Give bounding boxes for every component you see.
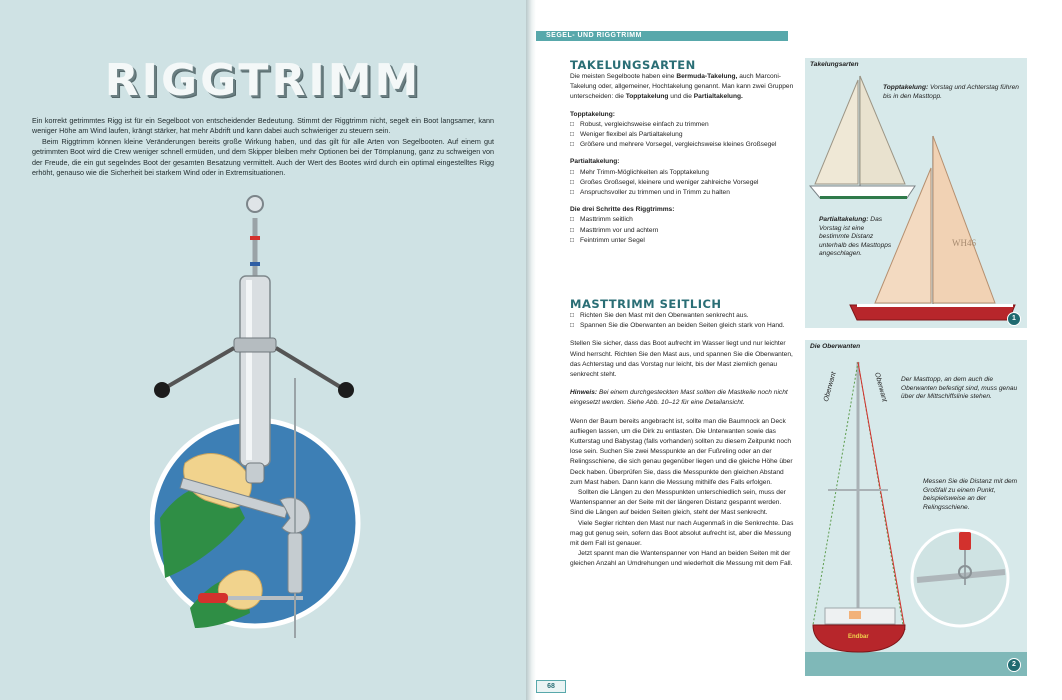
text-run: und die — [668, 93, 694, 101]
masttrimm-list — [570, 311, 796, 331]
caption-partial — [819, 216, 894, 259]
list-item: □ Masttrimm seitlich — [570, 215, 796, 225]
body-paragraph: Viele Segler richten den Mast nur nach Augenmaß in die Senkrechte. Das mag gut genug sein, sofern das Boot absolut aufrecht ist, aber die Messung mit dem Fall ist genauer. — [570, 519, 794, 548]
list-item: □ Größere und mehrere Vorsegel, vergleichsweise kleines Großsegel — [570, 140, 796, 150]
section-title-masttrimm: MASTTRIMM SEITLICH — [570, 297, 722, 311]
collar — [234, 338, 276, 352]
hint-label: Hinweis: — [570, 389, 598, 397]
list-item: □ Großes Großsegel, kleinere und weniger zahlreiche Vorsegel — [570, 178, 796, 188]
topp-heading: Topptakelung: — [570, 110, 615, 118]
figure-number-badge: 2 — [1007, 658, 1021, 672]
handle-knob — [338, 382, 354, 398]
shroud-left — [813, 362, 858, 625]
figure-label: Die Oberwanten — [810, 343, 861, 350]
topp-list — [570, 120, 796, 151]
steps-heading: Die drei Schritte des Riggtrimms: — [570, 206, 675, 214]
text-run: Partialtakelung. — [693, 93, 743, 101]
caption-text: Vorstag und Achterstag führen bis in den Masttopp. — [883, 84, 1019, 100]
figure-label: Takelungsarten — [810, 61, 859, 68]
shroud-label-left: Oberwant — [822, 371, 838, 403]
turnbuckle-illustration — [150, 188, 400, 638]
page-number: 68 — [536, 680, 566, 693]
sail-mark: WH46 — [952, 238, 976, 248]
section-title-takelung: TAKELUNGSARTEN — [570, 58, 696, 72]
list-item: □ Mehr Trimm-Möglichkeiten als Topptakelung — [570, 168, 796, 178]
handle-bar — [276, 348, 342, 388]
list-item: □ Richten Sie den Mast mit den Oberwanten senkrecht aus. — [570, 311, 796, 321]
shackle — [959, 532, 971, 550]
figure-number-badge: 1 — [1007, 312, 1021, 326]
eye-fitting — [247, 196, 263, 212]
intro-text — [32, 116, 494, 178]
caption-messen: Messen Sie die Distanz mit dem Großfall zu einem Punkt, beispielsweise an der Relingsschiene. — [923, 478, 1018, 511]
body-paragraph: Stellen Sie sicher, dass das Boot aufrecht im Wasser liegt und nur leichter Wind herrscht. Richten Sie den Mast aus, und spannen Sie die Oberwanten, das Achterstag und das Vorstag nur leicht, bis der Mast ziemlich genau senkrecht steht. — [570, 340, 793, 379]
figure-oberwanten — [805, 340, 1027, 676]
list-item: □ Anspruchsvoller zu trimmen und in Trimm zu halten — [570, 188, 796, 198]
hatch — [849, 611, 861, 619]
turnbuckle-body — [288, 533, 302, 593]
screwdriver-shaft — [228, 596, 303, 600]
blue-marker — [250, 262, 260, 266]
section-header: SEGEL- UND RIGGTRIMM — [546, 32, 642, 39]
text-run: auch Marconi-Takelung oder, allgemeiner, Hochtakelung genannt. Man kann zwei Gruppen unterscheiden: die — [570, 73, 794, 101]
hint-text: Bei einem durchgesteckten Mast sollten die Mastkeile noch nicht eingesetzt werden. Siehe Abb. 10–12 für eine Detailansicht. — [570, 389, 788, 407]
text-run: Die meisten Segelboote haben eine — [570, 73, 677, 80]
caption-bold: Topptakelung: — [883, 84, 929, 91]
masttrimm-column — [570, 311, 796, 570]
hint-paragraph — [570, 388, 796, 408]
hull-mark: Endbar — [848, 634, 869, 640]
body-paragraph: Sollten die Längen zu den Messpunkten unterschiedlich sein, muss der Wantenspanner an der Seite mit der längeren Distanz gespannt werden. Sind die Längen auf beiden Seiten gleich, steht der Mast senkrecht. — [570, 489, 786, 517]
body-paragraph: Wenn der Baum bereits angebracht ist, sollte man die Baumnock an Deck aufliegen lassen, um die Dirk zu entlasten. Die Unterwanten sowie das Kutterstag und Babystag (falls vorhanden) sollten zu diesem Zeitpunkt noch lose sein. Suchen Sie zwei Messpunkte an der Fußreling oder an der Relingsschiene, die sich genau gegenüber liegen und die gleiche Höhe über Deck haben. Überprüfen Sie, dass die Messpunkte den gleichen Abstand zum Mast haben. Dann kann die Messung mithilfe des Falls erfolgen. — [570, 417, 793, 486]
partial-heading: Partialtakelung: — [570, 158, 620, 166]
red-marker — [250, 236, 260, 240]
text-run: Topptakelung — [625, 93, 669, 101]
text-run: Bermuda-Takelung, — [676, 73, 738, 80]
page-title: RIGGTRIMM — [104, 55, 422, 106]
mainsail — [933, 136, 995, 303]
handle-knob — [154, 382, 170, 398]
hull-stripe — [857, 304, 1013, 307]
caption-masttopp: Der Masttopp, an dem auch die Oberwanten befestigt sind, muss genau über der Mittschiffslinie stehen. — [901, 376, 1018, 401]
intro-paragraph: Ein korrekt getrimmtes Rigg ist für ein Segelboot von entscheidender Bedeutung. Stimmt der Riggtrimm nicht, segelt ein Boot langsamer, kann weniger Höhe am Wind laufen, krängt stärker, hat mehr Abdrift und kann dabei auch schwieriger zu steuern sein. — [32, 116, 494, 136]
hull-stripe — [820, 196, 907, 199]
takelung-column — [570, 72, 796, 246]
hull — [850, 305, 1015, 320]
steps-list — [570, 215, 796, 246]
screwdriver-handle — [198, 593, 228, 603]
body-paragraph: Jetzt spannt man die Wantenspanner von Hand an beiden Seiten mit der gleichen Anzahl an Umdrehungen und wiederholt die Messung mit dem Fall. — [570, 550, 793, 568]
list-item: □ Feintrimm unter Segel — [570, 236, 796, 246]
partial-list — [570, 168, 796, 199]
list-item: □ Weniger flexibel als Partialtakelung — [570, 130, 796, 140]
tube-highlight — [246, 280, 252, 460]
shroud-label-right: Oberwant — [873, 371, 888, 403]
turnbuckle-tube — [240, 276, 270, 466]
left-page — [0, 0, 526, 700]
list-item: □ Spannen Sie die Oberwanten an beiden Seiten gleich stark von Hand. — [570, 321, 796, 331]
takelung-intro — [570, 72, 796, 103]
intro-paragraph: Beim Riggtrimm können kleine Veränderungen bereits große Wirkung haben, und das gilt für alle Arten von Segelbooten. Auf einem gut getrimmten Boot wird die Crew weniger schnell ermüden, und dem Skipper bleiben mehr Optionen bei der Törnplanung, ganz zu schweigen von der Freude, die ein gut segelndes Boot der gesamten Besatzung vermittelt. Auch der Wert des Bootes wird durch ein optimal eingestelltes Rigg erhöht, genauso wie die Sicherheit bei starkem Wind oder in Extremsituationen. — [32, 136, 494, 178]
list-item: □ Robust, vergleichsweise einfach zu trimmen — [570, 120, 796, 130]
jib — [815, 80, 858, 184]
book-gutter — [526, 0, 536, 700]
caption-bold: Partialtakelung: — [819, 216, 869, 223]
caption-text: Das Vorstag ist eine bestimmte Distanz unterhalb des Masttopps angeschlagen. — [819, 216, 892, 258]
list-item: □ Masttrimm vor und achtern — [570, 226, 796, 236]
tube-bottom — [246, 463, 264, 483]
caption-topp — [883, 84, 1023, 101]
water — [805, 652, 1027, 676]
figure-takelungsarten — [805, 58, 1027, 328]
handle-bar — [165, 348, 234, 388]
